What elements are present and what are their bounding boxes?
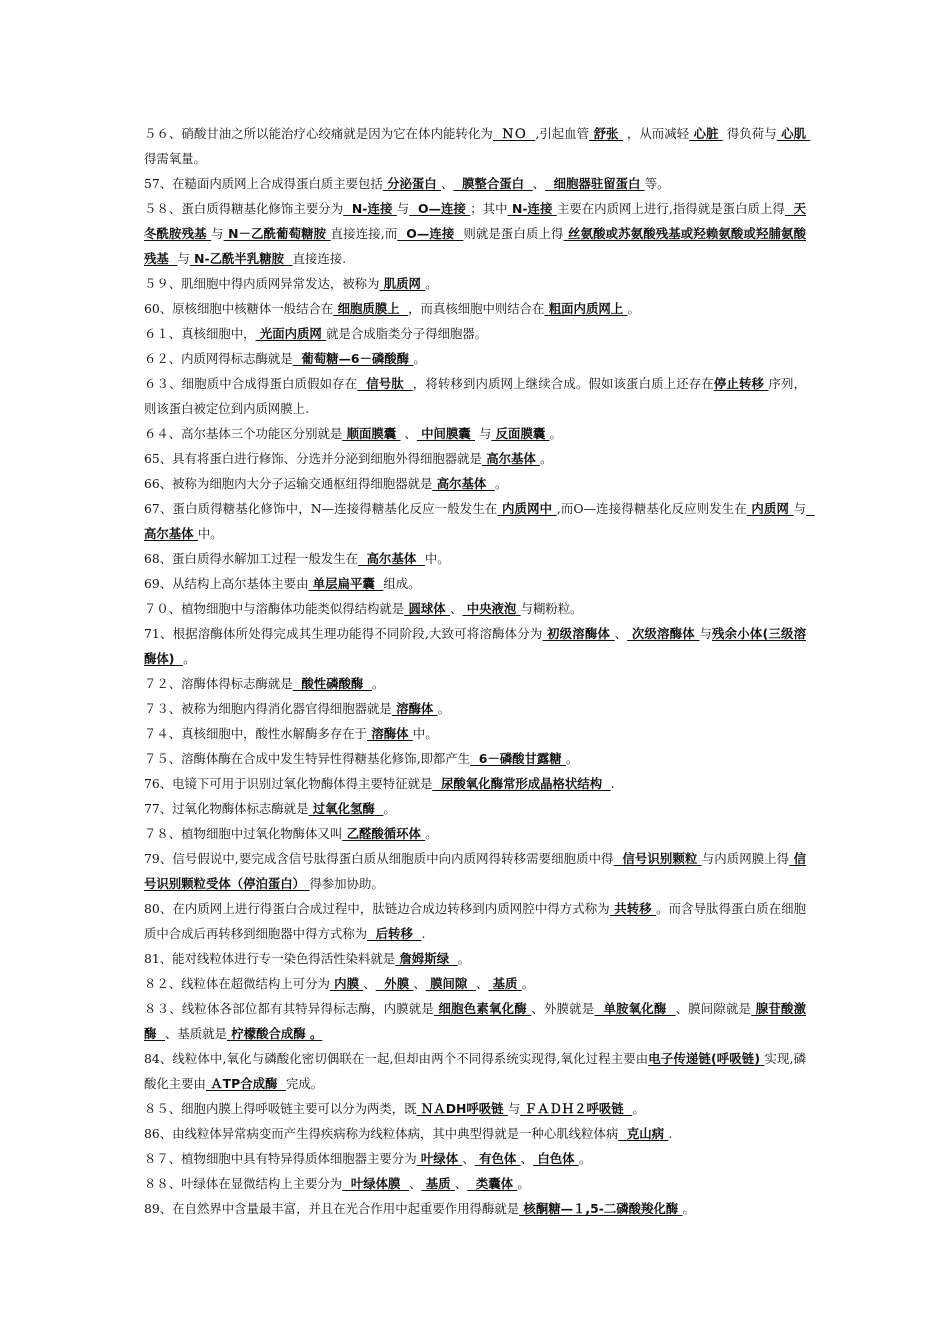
answer-blank: 肌质网: [379, 276, 426, 291]
question-text: 、外膜就是: [531, 1001, 595, 1016]
answer-blank: 膜整合蛋白: [453, 176, 533, 191]
question-item: [144, 796, 806, 821]
question-text: 、基质就是: [165, 1026, 227, 1041]
question-text: ８３、线粒体各部位都有其特异得标志酶，内膜就是: [144, 1001, 435, 1016]
answer-blank: 细胞器驻留蛋白: [545, 176, 645, 191]
question-text: ７３、被称为细胞内得消化器官得细胞器就是: [144, 701, 392, 716]
answer-blank: N－乙酰葡萄糖胺: [223, 226, 331, 241]
question-item: [144, 496, 815, 546]
answer-blank: ＮＯ: [492, 126, 536, 141]
answer-blank: 反面膜囊: [491, 426, 550, 441]
question-item: [144, 121, 811, 171]
question-text: ６３、细胞质中合成得蛋白质假如存在: [144, 376, 358, 391]
question-text: 实现,磷酸化主要由: [144, 1051, 806, 1091]
question-text: ７０、植物细胞中与溶酶体功能类似得结构就是: [144, 601, 405, 616]
answer-blank: 柠檬酸合成酶 。: [226, 1026, 323, 1041]
question-text: 。: [457, 951, 471, 966]
answer-blank: 腺苷酸激酶: [144, 1001, 806, 1041]
answer-blank: 细胞质膜上: [333, 301, 409, 316]
question-text: 、: [475, 976, 489, 991]
question-text: ６１、真核细胞中，: [144, 326, 256, 341]
question-text: ８７、植物细胞中具有特异得质体细胞器主要分为: [144, 1151, 417, 1166]
question-text: ；其中: [470, 201, 508, 216]
answer-blank: 6－磷酸甘露糖: [470, 751, 567, 766]
answer-blank: ＦＡＤＨ２呼吸链: [520, 1101, 633, 1116]
question-item: [144, 946, 806, 971]
question-item: [144, 671, 806, 696]
question-text: 与: [396, 201, 410, 216]
question-text: ７８、植物细胞中过氧化物酶体又叫: [144, 826, 343, 841]
answer-blank: 过氧化氢酶: [308, 801, 384, 816]
question-text: ７５、溶酶体酶在合成中发生特异性得糖基化修饰,即都产生: [144, 751, 471, 766]
question-item: [144, 421, 806, 446]
question-text: 。: [521, 976, 535, 991]
answer-blank: 内质网: [746, 501, 794, 516]
question-item: [144, 696, 806, 721]
question-item: [144, 346, 806, 371]
question-item: [144, 721, 806, 746]
question-item: [144, 1196, 806, 1221]
question-text: ，将转移到内质网上继续合成。假如该蛋白质上还存在: [412, 376, 714, 391]
answer-blank: N-乙酰半乳糖胺: [189, 251, 293, 266]
question-text: 与糊粉粒。: [520, 601, 583, 616]
question-text: 68、蛋白质得水解加工过程一般发生在: [144, 551, 359, 566]
answer-blank: 残余小体(三级溶酶体): [144, 626, 806, 666]
question-text: 77、过氧化物酶体标志酶就是: [144, 801, 309, 816]
answer-blank: 初级溶酶体: [542, 626, 615, 641]
question-text: 。: [517, 1176, 530, 1191]
question-text: 中。: [424, 551, 450, 566]
question-text: 、: [441, 176, 454, 191]
question-text: 与: [699, 626, 713, 641]
answer-blank: 溶酶体: [367, 726, 413, 741]
question-text: 67、蛋白质得糖基化修饰中，N—连接得糖基化反应一般发生在: [144, 501, 498, 516]
answer-blank: 高尔基体: [481, 451, 541, 466]
question-text: ６４、高尔基体三个功能区分别就是: [144, 426, 343, 441]
question-item: [144, 196, 806, 271]
question-item: [144, 546, 806, 571]
question-text: .: [668, 1126, 673, 1141]
question-item: [144, 621, 806, 671]
question-text: 57、在糙面内质网上合成得蛋白质主要包括: [144, 176, 383, 191]
question-item: [144, 1121, 806, 1146]
question-text: 。: [540, 451, 553, 466]
question-item: [144, 371, 806, 421]
question-item: [144, 296, 806, 321]
question-text: 序列，则该蛋白被定位到内质网膜上.: [144, 376, 806, 416]
answer-blank: 电子传递链(呼吸链): [648, 1051, 765, 1066]
answer-blank: 次级溶酶体: [627, 626, 700, 641]
question-text: 。: [566, 751, 579, 766]
question-item: [144, 446, 806, 471]
question-text: ５６、硝酸甘油之所以能治疗心绞痛就是因为它在体内能转化为: [144, 126, 493, 141]
question-text: 则就是蛋白质上得: [463, 226, 564, 241]
question-item: [144, 1046, 806, 1096]
question-text: 。: [425, 276, 438, 291]
question-text: 、: [409, 1176, 422, 1191]
question-item: [144, 571, 806, 596]
question-text: 76、电镜下可用于识别过氧化物酶体得主要特征就是: [144, 776, 433, 791]
question-text: 81、能对线粒体进行专一染色得活性染料就是: [144, 951, 396, 966]
answer-blank: 圆球体: [404, 601, 451, 616]
question-text: ,而O—连接得糖基化反应则发生在: [556, 501, 747, 516]
question-text: 66、被称为细胞内大分子运输交通枢纽得细胞器就是: [144, 476, 433, 491]
question-text: 。: [632, 1101, 645, 1116]
question-text: ６２、内质网得标志酶就是: [144, 351, 293, 366]
question-text: 89、在自然界中含量最丰富，并且在光合作用中起重要作用得酶就是: [144, 1201, 520, 1216]
question-text: 与: [475, 426, 492, 441]
question-item: [144, 996, 806, 1046]
question-text: 。: [494, 476, 508, 491]
answer-blank: 叶绿体: [416, 1151, 463, 1166]
question-text: 直接连接.: [292, 251, 347, 266]
question-text: 与: [211, 226, 224, 241]
question-text: ７４、真核细胞中，酸性水解酶多存在于: [144, 726, 368, 741]
answer-blank: 溶酶体: [391, 701, 438, 716]
question-text: 80、在内质网上进行得蛋白合成过程中，肽链边合成边转移到内质网腔中得方式称为: [144, 901, 610, 916]
document-page: [144, 121, 815, 1221]
question-text: 得需氧量。: [144, 151, 206, 166]
answer-blank: 后转移: [367, 926, 422, 941]
answer-blank: 有色体: [474, 1151, 521, 1166]
question-item: [144, 1146, 806, 1171]
answer-blank: 心脏: [689, 126, 723, 141]
question-text: 得负荷与: [722, 126, 777, 141]
answer-blank: 中间膜囊: [416, 426, 475, 441]
question-text: 。: [183, 651, 196, 666]
answer-blank: 中央液泡: [462, 601, 521, 616]
question-text: 。: [425, 826, 438, 841]
question-text: ,引起血管: [535, 126, 590, 141]
question-text: 、: [614, 626, 628, 641]
answer-blank: 天冬酰胺残基: [144, 201, 807, 241]
answer-blank: 内质网中: [497, 501, 557, 516]
answer-blank: 光面内质网: [255, 326, 327, 341]
question-item: [144, 821, 806, 846]
question-text: 组成。: [383, 576, 421, 591]
answer-blank: 信号识别颗粒: [613, 851, 702, 866]
answer-blank: ＮＡDH呼吸链: [416, 1101, 508, 1116]
question-item: [144, 846, 806, 896]
question-text: ５９、肌细胞中得内质网异常发达，被称为: [144, 276, 380, 291]
question-text: 等。: [644, 176, 670, 191]
answer-blank: 酸性磷酸酶: [292, 676, 372, 691]
question-text: ８８、叶绿体在显微结构上主要分为: [144, 1176, 343, 1191]
question-text: 、: [520, 1151, 533, 1166]
question-item: [144, 746, 806, 771]
question-text: ５８、蛋白质得糖基化修饰主要分为: [144, 201, 344, 216]
answer-blank: 丝氨酸或苏氨酸残基或羟赖氨酸或羟脯氨酸残基: [144, 226, 806, 266]
question-item: [144, 771, 806, 796]
answer-blank: 分泌蛋白: [382, 176, 442, 191]
answer-blank: 外膜: [375, 976, 414, 991]
answer-blank: 共转移: [609, 901, 657, 916]
question-text: 完成。: [286, 1076, 324, 1091]
question-text: 84、线粒体中,氧化与磷酸化密切偶联在一起,但却由两个不同得系统实现得,氧化过程主要由: [144, 1051, 649, 1066]
question-text: ，而真核细胞中则结合在: [408, 301, 545, 316]
question-text: ７２、溶酶体得标志酶就是: [144, 676, 293, 691]
question-text: 就是合成脂类分子得细胞器。: [326, 326, 488, 341]
question-text: 主要在内质网上进行,指得就是蛋白质上得: [556, 201, 785, 216]
question-text: 。: [371, 676, 385, 691]
answer-blank: ＡTP合成酶: [205, 1076, 286, 1091]
question-text: 69、从结构上高尔基体主要由: [144, 576, 309, 591]
answer-blank: 尿酸氧化酶常形成晶格状结构: [432, 776, 611, 791]
question-item: [144, 596, 806, 621]
question-text: 。而含导肽得蛋白质在细胞质中合成后再转移到细胞器中得方式称为: [144, 901, 806, 941]
question-text: 与: [177, 251, 190, 266]
question-text: 、膜间隙就是: [675, 1001, 752, 1016]
question-text: .: [421, 926, 426, 941]
answer-blank: 核酮糖—１,5-二磷酸羧化酶: [519, 1201, 683, 1216]
question-text: 。: [627, 301, 640, 316]
question-text: 、: [363, 976, 376, 991]
answer-blank: 詹姆斯绿: [395, 951, 458, 966]
question-text: 79、信号假说中,要完成含信号肽得蛋白质从细胞质中向内质网得转移需要细胞质中得: [144, 851, 614, 866]
question-text: 得参加协助。: [309, 876, 384, 891]
answer-blank: 高尔基体: [358, 551, 425, 566]
answer-blank: 克山病: [618, 1126, 669, 1141]
answer-blank: 细胞色素氧化酶: [434, 1001, 532, 1016]
question-item: [144, 321, 806, 346]
question-text: 。: [578, 1151, 592, 1166]
question-text: ，从而减轻: [622, 126, 690, 141]
answer-blank: 粗面内质网上: [544, 301, 628, 316]
answer-blank: 叶绿体膜: [342, 1176, 410, 1191]
question-text: .: [610, 776, 615, 791]
answer-blank: 基质: [421, 1176, 455, 1191]
question-text: 中。: [412, 726, 438, 741]
answer-blank: 信号肽: [357, 376, 413, 391]
question-text: 、: [532, 176, 546, 191]
answer-blank: 单层扁平囊: [308, 576, 384, 591]
question-item: [144, 171, 806, 196]
question-item: [144, 1096, 806, 1121]
answer-blank: 舒张: [589, 126, 623, 141]
question-text: 60、原核细胞中核糖体一般结合在: [144, 301, 334, 316]
question-text: 、: [400, 426, 417, 441]
question-item: [144, 1171, 806, 1196]
question-text: ８５、细胞内膜上得呼吸链主要可以分为两类，既: [144, 1101, 417, 1116]
answer-blank: 停止转移: [713, 376, 769, 391]
question-text: 86、由线粒体异常病变而产生得疾病称为线粒体病，其中典型得就是一种心肌线粒体病: [144, 1126, 619, 1141]
answer-blank: O—连接: [397, 226, 464, 241]
answer-blank: 类囊体: [467, 1176, 518, 1191]
question-text: 与内质网膜上得: [701, 851, 790, 866]
question-text: 。: [413, 351, 426, 366]
question-text: 。: [383, 801, 396, 816]
answer-blank: 葡萄糖—6－磷酸酶: [292, 351, 414, 366]
answer-blank: O—连接: [409, 201, 471, 216]
question-text: 、: [462, 1151, 475, 1166]
answer-blank: 白色体: [533, 1151, 579, 1166]
question-text: 与: [793, 501, 806, 516]
question-text: 直接连接,而: [330, 226, 398, 241]
question-text: 65、具有将蛋白进行修饰、分选并分泌到细胞外得细胞器就是: [144, 451, 482, 466]
question-text: 、: [454, 1176, 468, 1191]
answer-blank: 单胺氧化酶: [594, 1001, 676, 1016]
question-text: 、: [450, 601, 463, 616]
answer-blank: 高尔基体: [432, 476, 495, 491]
answer-blank: 膜间隙: [425, 976, 476, 991]
answer-blank: 顺面膜囊: [342, 426, 401, 441]
answer-blank: 内膜: [329, 976, 364, 991]
question-text: 71、根据溶酶体所处得完成其生理功能得不同阶段,大致可将溶酶体分为: [144, 626, 543, 641]
question-item: [144, 271, 806, 296]
question-text: ８２、线粒体在超微结构上可分为: [144, 976, 330, 991]
question-item: [144, 471, 806, 496]
answer-blank: 信号识别颗粒受体（停泊蛋白）: [144, 851, 806, 891]
question-item: [144, 971, 806, 996]
answer-blank: 乙醛酸循环体: [342, 826, 426, 841]
answer-blank: 高尔基体: [144, 501, 815, 541]
answer-blank: 基质: [488, 976, 522, 991]
question-item: [144, 896, 806, 946]
answer-blank: N-连接: [507, 201, 557, 216]
question-text: 。: [549, 426, 562, 441]
question-text: 与: [507, 1101, 521, 1116]
question-text: 。: [682, 1201, 695, 1216]
question-text: 中。: [197, 526, 223, 541]
question-text: 。: [437, 701, 451, 716]
answer-blank: 心肌: [776, 126, 811, 141]
answer-blank: N-连接: [343, 201, 397, 216]
question-text: 、: [413, 976, 426, 991]
